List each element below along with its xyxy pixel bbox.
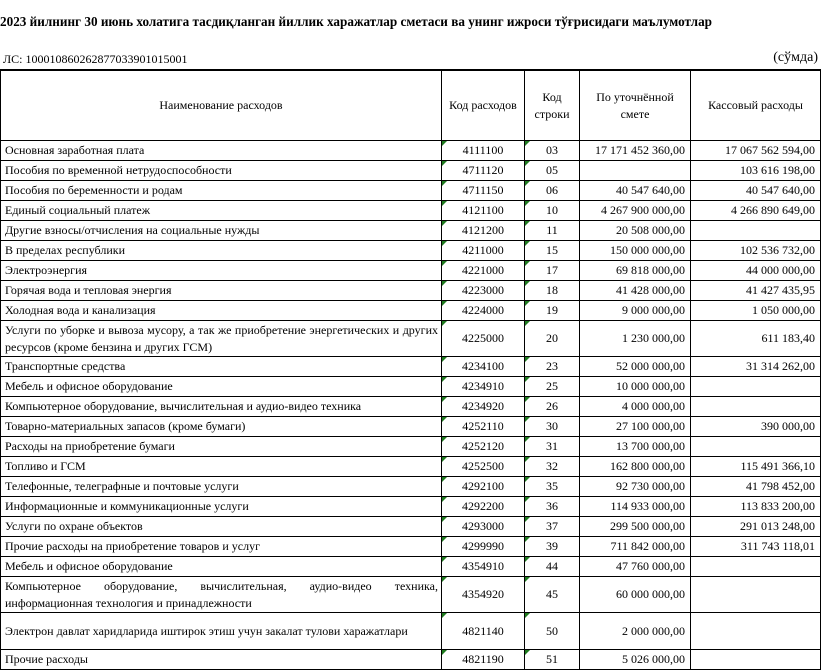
cell-cash-expenses: 102 536 732,00 (691, 241, 821, 261)
table-row (1, 281, 821, 301)
cell-cash-expenses: 41 427 435,95 (691, 281, 821, 301)
table-row (1, 577, 821, 613)
cell-line-code: 37 (525, 517, 580, 537)
table-row (1, 537, 821, 557)
cell-refined-estimate: 20 508 000,00 (580, 221, 691, 241)
cell-cash-expenses: 115 491 366,10 (691, 457, 821, 477)
table-row (1, 161, 821, 181)
cell-name: Другие взносы/отчисления на социальные нужды (1, 221, 442, 241)
cell-cash-expenses: 31 314 262,00 (691, 357, 821, 377)
cell-line-code: 03 (525, 141, 580, 161)
cell-line-code: 20 (525, 321, 580, 357)
cell-cash-expenses (691, 437, 821, 457)
cell-name: Электроэнергия (1, 261, 442, 281)
cell-line-code: 10 (525, 201, 580, 221)
cell-cash-expenses: 44 000 000,00 (691, 261, 821, 281)
cell-name: Расходы на приобретение бумаги (1, 437, 442, 457)
cell-cash-expenses: 4 266 890 649,00 (691, 201, 821, 221)
header-name: Наименование расходов (1, 70, 442, 141)
table-row (1, 477, 821, 497)
cell-name: Основная заработная плата (1, 141, 442, 161)
cell-name: Пособия по беременности и родам (1, 181, 442, 201)
cell-line-code: 51 (525, 650, 580, 670)
cell-cash-expenses: 113 833 200,00 (691, 497, 821, 517)
cell-cash-expenses: 103 616 198,00 (691, 161, 821, 181)
cell-line-code: 17 (525, 261, 580, 281)
cell-cash-expenses (691, 557, 821, 577)
table-row (1, 517, 821, 537)
cell-cash-expenses (691, 377, 821, 397)
cell-line-code: 50 (525, 613, 580, 650)
table-row (1, 437, 821, 457)
cell-name: Холодная вода и канализация (1, 301, 442, 321)
table-row (1, 457, 821, 477)
cell-line-code: 45 (525, 577, 580, 613)
cell-expense-code: 4252500 (442, 457, 525, 477)
table-row (1, 221, 821, 241)
table-row (1, 377, 821, 397)
cell-expense-code: 4711150 (442, 181, 525, 201)
cell-line-code: 32 (525, 457, 580, 477)
table-row (1, 397, 821, 417)
cell-name: Пособия по временной нетрудоспособности (1, 161, 442, 181)
cell-refined-estimate: 9 000 000,00 (580, 301, 691, 321)
account-number: ЛС: 100010860262877033901015001 (3, 52, 188, 66)
cell-cash-expenses (691, 577, 821, 613)
cell-line-code: 44 (525, 557, 580, 577)
cell-refined-estimate: 40 547 640,00 (580, 181, 691, 201)
cell-expense-code: 4223000 (442, 281, 525, 301)
cell-name: Мебель и офисное оборудование (1, 377, 442, 397)
cell-name: Электрон давлат харидларида иштирок этиш учун закалат тулови харажатлари (1, 613, 442, 650)
cell-refined-estimate: 10 000 000,00 (580, 377, 691, 397)
cell-name: Топливо и ГСМ (1, 457, 442, 477)
table-row (1, 241, 821, 261)
cell-name: В пределах республики (1, 241, 442, 261)
table-header-row (1, 70, 821, 141)
cell-refined-estimate: 13 700 000,00 (580, 437, 691, 457)
cell-refined-estimate: 4 267 900 000,00 (580, 201, 691, 221)
table-row (1, 321, 821, 357)
cell-line-code: 26 (525, 397, 580, 417)
table-row (1, 417, 821, 437)
cell-expense-code: 4221000 (442, 261, 525, 281)
cell-expense-code: 4211000 (442, 241, 525, 261)
header-refined-estimate: По уточнённой смете (580, 70, 691, 141)
cell-line-code: 11 (525, 221, 580, 241)
table-row (1, 613, 821, 650)
cell-refined-estimate: 162 800 000,00 (580, 457, 691, 477)
cell-name: Услуги по охране объектов (1, 517, 442, 537)
cell-line-code: 35 (525, 477, 580, 497)
cell-name: Товарно-материальных запасов (кроме бумаги) (1, 417, 442, 437)
cell-expense-code: 4234910 (442, 377, 525, 397)
cell-line-code: 39 (525, 537, 580, 557)
cell-cash-expenses: 311 743 118,01 (691, 537, 821, 557)
cell-expense-code: 4234100 (442, 357, 525, 377)
cell-refined-estimate: 299 500 000,00 (580, 517, 691, 537)
cell-refined-estimate: 4 000 000,00 (580, 397, 691, 417)
cell-cash-expenses (691, 613, 821, 650)
table-row (1, 497, 821, 517)
cell-name: Транспортные средства (1, 357, 442, 377)
cell-expense-code: 4234920 (442, 397, 525, 417)
cell-line-code: 25 (525, 377, 580, 397)
cell-name: Единый социальный платеж (1, 201, 442, 221)
cell-expense-code: 4252110 (442, 417, 525, 437)
cell-line-code: 19 (525, 301, 580, 321)
cell-cash-expenses (691, 221, 821, 241)
table-row (1, 301, 821, 321)
cell-expense-code: 4711120 (442, 161, 525, 181)
cell-expense-code: 4299990 (442, 537, 525, 557)
cell-refined-estimate: 1 230 000,00 (580, 321, 691, 357)
cell-refined-estimate: 41 428 000,00 (580, 281, 691, 301)
cell-name: Компьютерное оборудование, вычислительная, аудио-видео техника, информационная технология и принадлежности (1, 577, 442, 613)
table-row (1, 261, 821, 281)
cell-expense-code: 4821190 (442, 650, 525, 670)
cell-line-code: 30 (525, 417, 580, 437)
cell-refined-estimate: 52 000 000,00 (580, 357, 691, 377)
cell-cash-expenses: 390 000,00 (691, 417, 821, 437)
cell-line-code: 18 (525, 281, 580, 301)
cell-cash-expenses: 41 798 452,00 (691, 477, 821, 497)
cell-refined-estimate: 69 818 000,00 (580, 261, 691, 281)
cell-expense-code: 4224000 (442, 301, 525, 321)
cell-cash-expenses (691, 397, 821, 417)
cell-name: Информационные и коммуникационные услуги (1, 497, 442, 517)
header-cash-expenses: Кассовый расходы (691, 70, 821, 141)
cell-name: Услуги по уборке и вывоза мусору, а так же приобретение энергетических и других ресурсов (кроме бензина и других ГСМ) (1, 321, 442, 357)
cell-name: Телефонные, телеграфные и почтовые услуги (1, 477, 442, 497)
cell-refined-estimate: 92 730 000,00 (580, 477, 691, 497)
cell-name: Прочие расходы (1, 650, 442, 670)
expense-table (0, 69, 821, 670)
document-title: 2023 йилнинг 30 июнь холатига тасдиқланган йиллик харажатлар сметаси ва унинг ижроси тўғрисидаги маълумотлар (0, 14, 713, 29)
cell-expense-code: 4292100 (442, 477, 525, 497)
cell-expense-code: 4354910 (442, 557, 525, 577)
cell-refined-estimate: 114 933 000,00 (580, 497, 691, 517)
cell-line-code: 31 (525, 437, 580, 457)
cell-name: Мебель и офисное оборудование (1, 557, 442, 577)
cell-expense-code: 4111100 (442, 141, 525, 161)
table-row (1, 557, 821, 577)
cell-expense-code: 4225000 (442, 321, 525, 357)
cell-line-code: 06 (525, 181, 580, 201)
table-row (1, 181, 821, 201)
cell-refined-estimate: 27 100 000,00 (580, 417, 691, 437)
cell-expense-code: 4292200 (442, 497, 525, 517)
cell-refined-estimate: 711 842 000,00 (580, 537, 691, 557)
cell-expense-code: 4121200 (442, 221, 525, 241)
cell-refined-estimate: 150 000 000,00 (580, 241, 691, 261)
cell-expense-code: 4821140 (442, 613, 525, 650)
cell-refined-estimate (580, 161, 691, 181)
cell-expense-code: 4354920 (442, 577, 525, 613)
cell-cash-expenses: 1 050 000,00 (691, 301, 821, 321)
cell-line-code: 15 (525, 241, 580, 261)
table-row (1, 357, 821, 377)
cell-cash-expenses: 40 547 640,00 (691, 181, 821, 201)
cell-name: Компьютерное оборудование, вычислительная и аудио-видео техника (1, 397, 442, 417)
cell-cash-expenses: 17 067 562 594,00 (691, 141, 821, 161)
cell-name: Горячая вода и тепловая энергия (1, 281, 442, 301)
cell-refined-estimate: 17 171 452 360,00 (580, 141, 691, 161)
cell-name: Прочие расходы на приобретение товаров и услуг (1, 537, 442, 557)
cell-cash-expenses: 291 013 248,00 (691, 517, 821, 537)
cell-expense-code: 4293000 (442, 517, 525, 537)
cell-line-code: 23 (525, 357, 580, 377)
table-row (1, 141, 821, 161)
cell-expense-code: 4252120 (442, 437, 525, 457)
header-line-code: Код строки (525, 70, 580, 141)
cell-line-code: 05 (525, 161, 580, 181)
currency-unit: (сўмда) (773, 50, 818, 65)
cell-refined-estimate: 2 000 000,00 (580, 613, 691, 650)
cell-refined-estimate: 60 000 000,00 (580, 577, 691, 613)
cell-line-code: 36 (525, 497, 580, 517)
cell-expense-code: 4121100 (442, 201, 525, 221)
header-expense-code: Код расходов (442, 70, 525, 141)
table-row (1, 201, 821, 221)
cell-cash-expenses: 611 183,40 (691, 321, 821, 357)
cell-refined-estimate: 5 026 000,00 (580, 650, 691, 670)
cell-refined-estimate: 47 760 000,00 (580, 557, 691, 577)
